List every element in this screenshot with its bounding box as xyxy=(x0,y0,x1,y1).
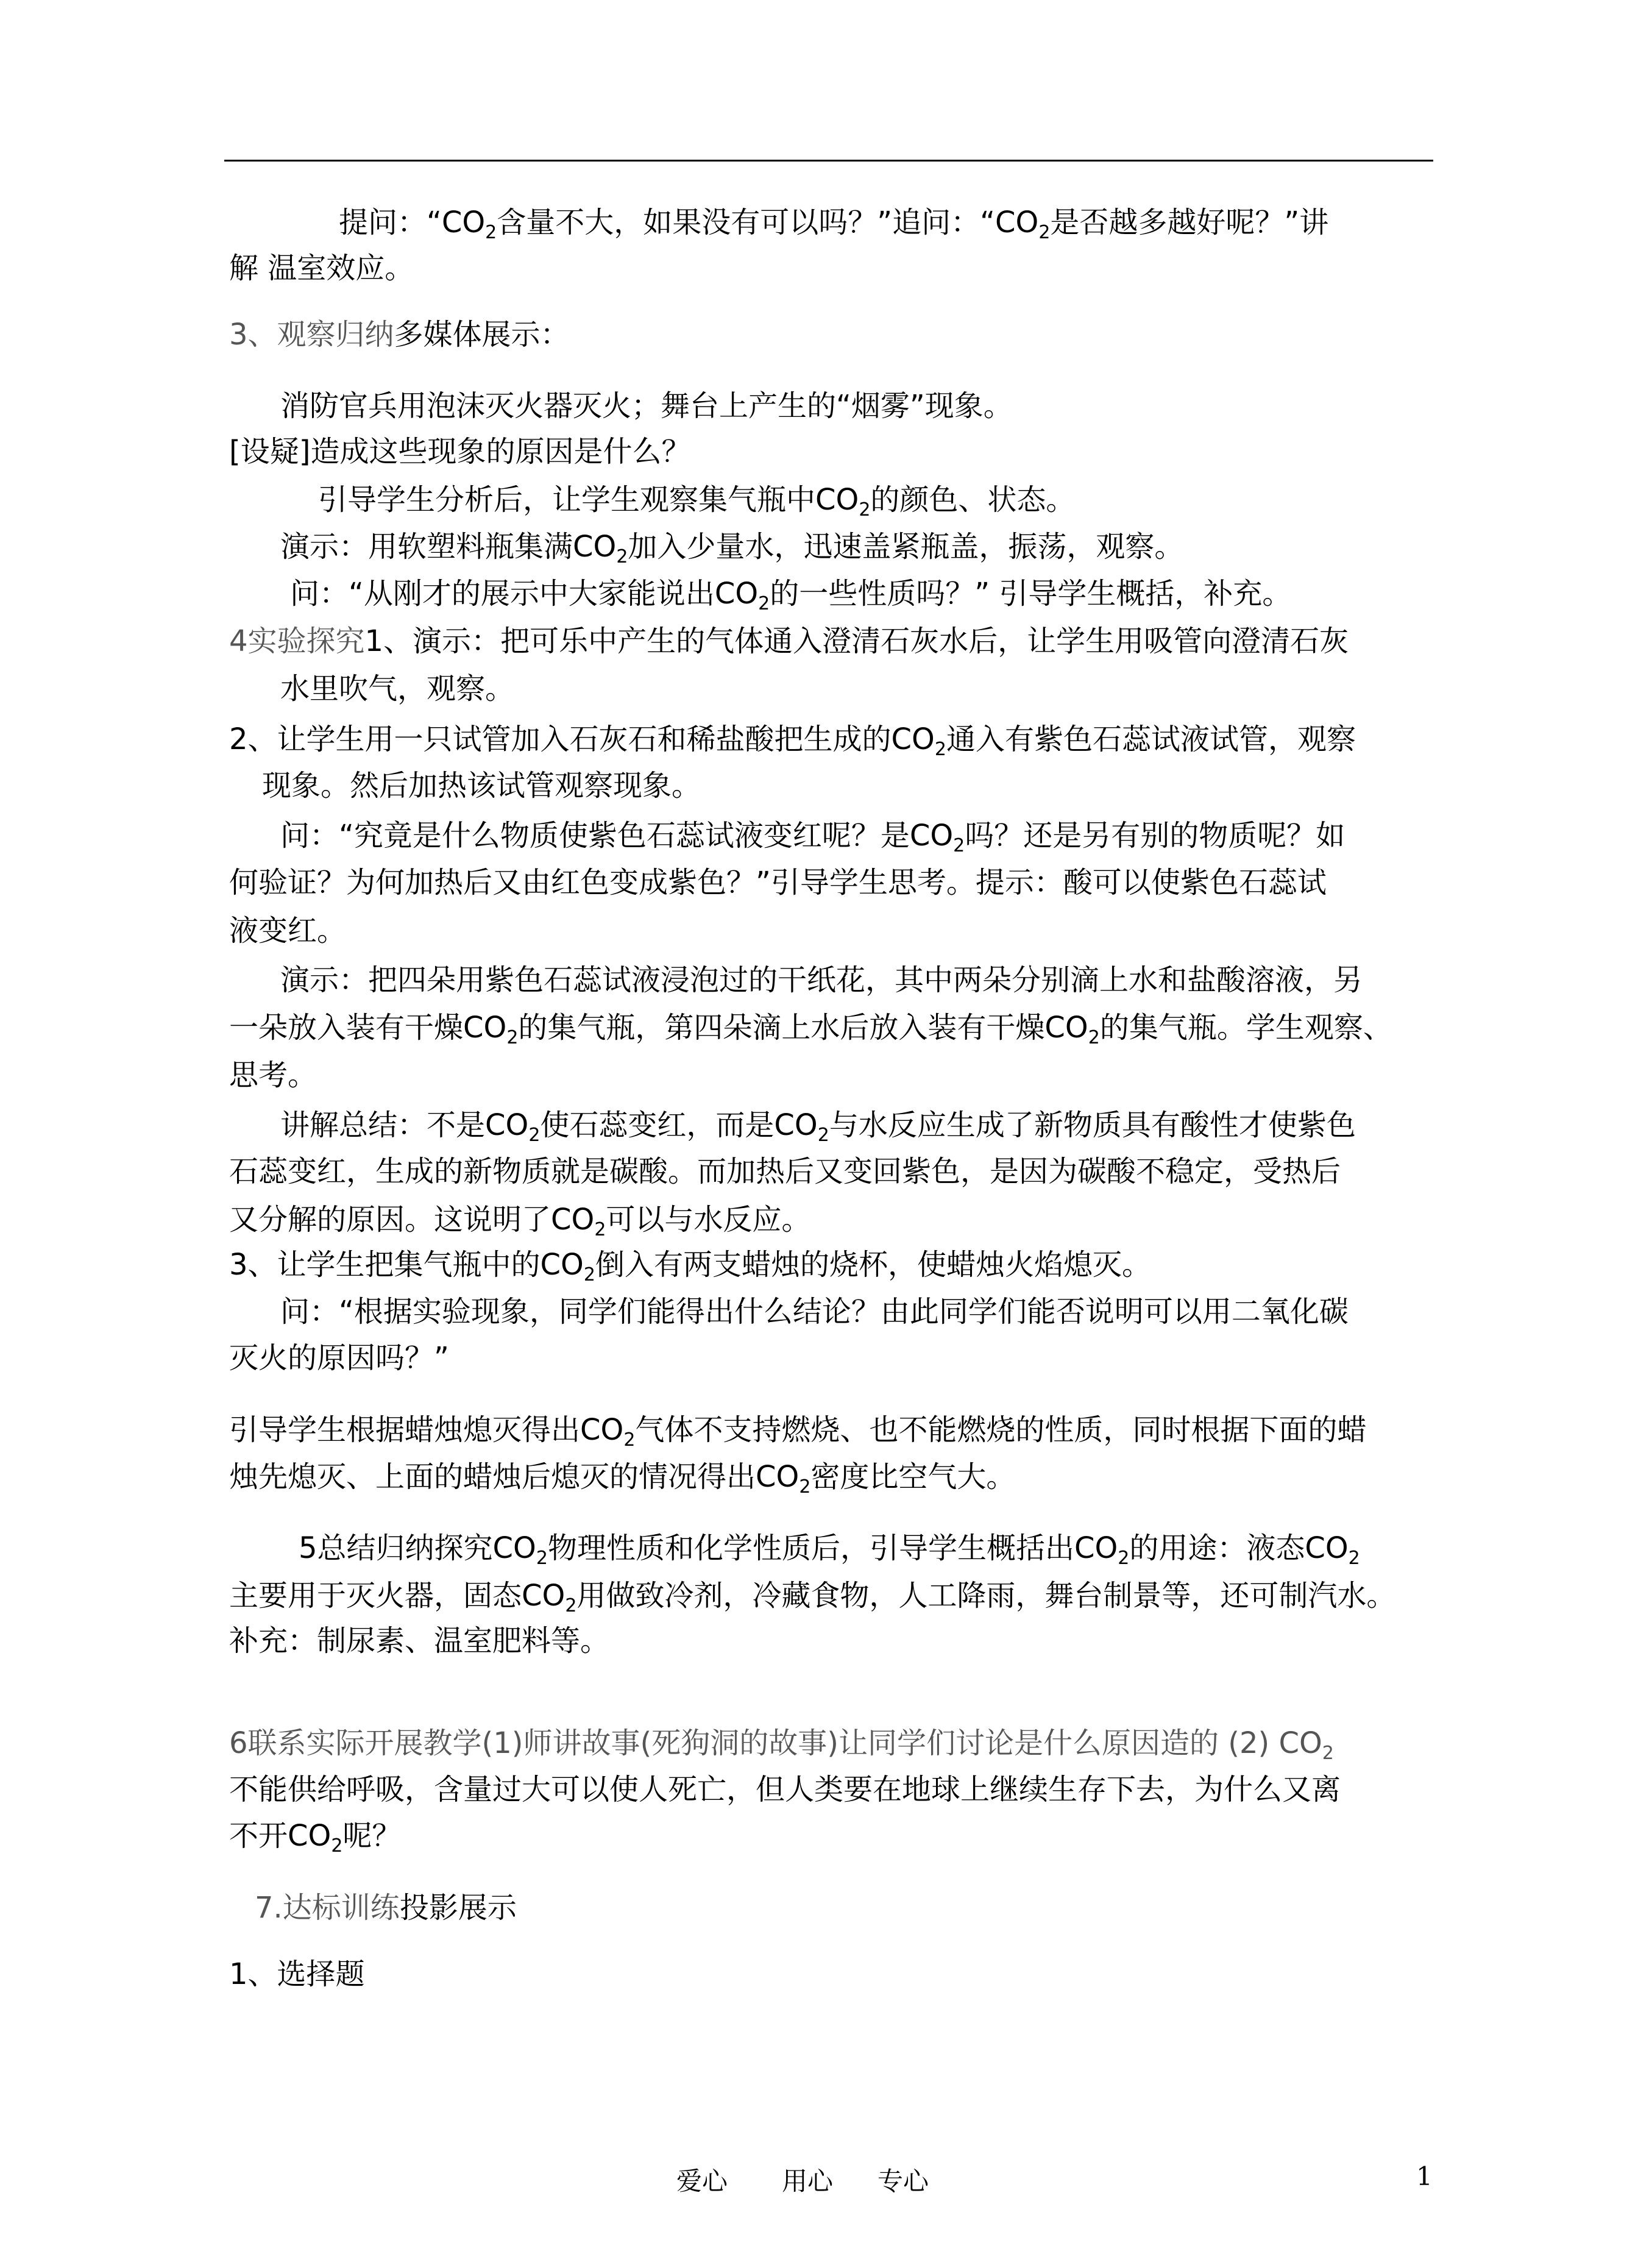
line-text: 何验证？为何加热后又由红色变成紫色？”引导学生思考。提示：酸可以使紫色石蕊试 xyxy=(229,866,1327,900)
text-line xyxy=(229,313,570,357)
line-text: 演示：用软塑料瓶集满$CO_2$加入少量水，迅速盖紧瓶盖，振荡，观察。 xyxy=(280,530,1184,567)
footer-motto-2: 用心 xyxy=(782,2166,834,2196)
footer-motto-1: 爱心 xyxy=(676,2166,728,2196)
text-line xyxy=(339,201,1328,244)
text-line xyxy=(229,861,1327,905)
line-text: 5总结归纳探究$CO_2$物理性质和化学性质后，引导学生概括出$CO_2$的用途：液态$CO_2$ xyxy=(299,1531,1360,1569)
section-heading: 7.达标训练 xyxy=(255,1891,400,1925)
line-text: 提问：“$CO_2$含量不大，如果没有可以吗？”追问：“$CO_2$是否越多越好呢？”讲 xyxy=(339,205,1329,243)
text-line xyxy=(229,1006,1392,1050)
text-line xyxy=(229,1768,1341,1811)
page-number: 1 xyxy=(1416,2161,1433,2191)
section-heading: 4实验探究 xyxy=(229,624,365,658)
text-line xyxy=(229,1198,810,1242)
line-text: 液变红。 xyxy=(229,914,347,948)
line-text: 1、演示：把可乐中产生的气体通入澄清石灰水后，让学生用吸管向澄清石灰 xyxy=(364,624,1349,658)
text-line xyxy=(229,1455,1015,1499)
text-line xyxy=(280,958,1363,1002)
section-heading: 3、观察归纳 xyxy=(229,318,394,352)
line-text: 投影展示 xyxy=(399,1891,517,1925)
line-text: 引导学生分析后，让学生观察集气瓶中$CO_2$的颜色、状态。 xyxy=(318,483,1076,521)
text-line xyxy=(229,1814,401,1858)
line-text: 烛先熄灭、上面的蜡烛后熄灭的情况得出$CO_2$密度比空气大。 xyxy=(229,1460,1016,1498)
line-text: 现象。然后加热该试管观察现象。 xyxy=(262,769,701,803)
line-text: 问：“根据实验现象，同学们能得出什么结论？由此同学们能否说明可以用二氧化碳 xyxy=(280,1295,1349,1329)
text-line xyxy=(229,1053,317,1097)
text-line xyxy=(280,384,1013,428)
line-text: 又分解的原因。这说明了$CO_2$可以与水反应。 xyxy=(229,1203,811,1240)
line-text: 3、让学生把集气瓶中的$CO_2$倒入有两支蜡烛的烧杯，使蜡烛火焰熄灭。 xyxy=(229,1248,1151,1285)
line-text: 思考。 xyxy=(229,1058,317,1092)
line-text: 补充：制尿素、温室肥料等。 xyxy=(229,1624,610,1658)
line-text: 主要用于灭火器，固态$CO_2$用做致冷剂，冷藏食物，人工降雨，舞台制景等，还可制汽水。 xyxy=(229,1579,1396,1616)
line-text: [设疑]造成这些现象的原因是什么？ xyxy=(229,435,691,469)
text-line xyxy=(229,1336,449,1380)
text-line xyxy=(290,572,1291,616)
line-text: 引导学生根据蜡烛熄灭得出$CO_2$气体不支持燃烧、也不能燃烧的性质，同时根据下面的蜡 xyxy=(229,1413,1367,1451)
text-line xyxy=(229,430,690,474)
line-text: 石蕊变红，生成的新物质就是碳酸。而加热后又变回紫色，是因为碳酸不稳定，受热后 xyxy=(229,1154,1341,1189)
text-line xyxy=(318,478,1075,522)
text-line xyxy=(229,1721,1334,1765)
footer-motto-3: 专心 xyxy=(878,2166,929,2196)
text-line xyxy=(229,1150,1341,1193)
line-text: 演示：把四朵用紫色石蕊试液浸泡过的干纸花，其中两朵分别滴上水和盐酸溶液，另 xyxy=(280,963,1363,997)
line-text: 问：“究竟是什么物质使紫色石蕊试液变红呢？是$CO_2$吗？还是另有别的物质呢？如 xyxy=(280,819,1346,856)
text-line xyxy=(229,1408,1366,1452)
text-line xyxy=(229,246,414,290)
line-text: 讲解总结：不是$CO_2$使石蕊变红，而是$CO_2$与水反应生成了新物质具有酸性才使紫色 xyxy=(280,1108,1356,1146)
line-text: 问：“从刚才的展示中大家能说出$CO_2$的一些性质吗？” 引导学生概括，补充。 xyxy=(290,577,1292,614)
line-text: 水里吹气，观察。 xyxy=(280,672,515,706)
line-text: 多媒体展示： xyxy=(394,318,570,352)
text-line xyxy=(299,1526,1360,1570)
text-line xyxy=(280,525,1183,569)
text-line xyxy=(280,1290,1349,1334)
line-text: 不开$CO_2$呢？ xyxy=(229,1819,402,1857)
line-text: 1、选择题 xyxy=(229,1957,365,1991)
section-heading: 6联系实际开展教学(1)师讲故事(死狗洞的故事)让同学们讨论是什么原因造的 (2) $CO_2$ xyxy=(229,1726,1334,1764)
text-line xyxy=(229,909,346,953)
line-text: 灭火的原因吗？” xyxy=(229,1341,449,1375)
line-text: 2、让学生用一只试管加入石灰石和稀盐酸把生成的$CO_2$通入有紫色石蕊试液试管，观察 xyxy=(229,722,1356,760)
text-line xyxy=(229,1952,365,1996)
line-text: 解 温室效应。 xyxy=(229,251,414,285)
text-line xyxy=(255,1886,517,1930)
text-line xyxy=(229,1619,609,1663)
line-text: 不能供给呼吸，含量过大可以使人死亡，但人类要在地球上继续生存下去，为什么又离 xyxy=(229,1772,1341,1807)
header-rule xyxy=(224,160,1433,162)
text-line xyxy=(262,764,701,808)
text-line xyxy=(229,1574,1395,1618)
text-line xyxy=(229,717,1356,761)
line-text: 消防官兵用泡沫灭火器灭火；舞台上产生的“烟雾”现象。 xyxy=(280,389,1013,423)
text-line xyxy=(229,619,1349,663)
text-line xyxy=(280,1103,1356,1147)
text-line xyxy=(280,814,1345,858)
text-line xyxy=(280,667,514,711)
text-line xyxy=(229,1243,1151,1287)
line-text: 一朵放入装有干燥$CO_2$的集气瓶，第四朵滴上水后放入装有干燥$CO_2$的集气瓶。学生观察、 xyxy=(229,1011,1392,1048)
